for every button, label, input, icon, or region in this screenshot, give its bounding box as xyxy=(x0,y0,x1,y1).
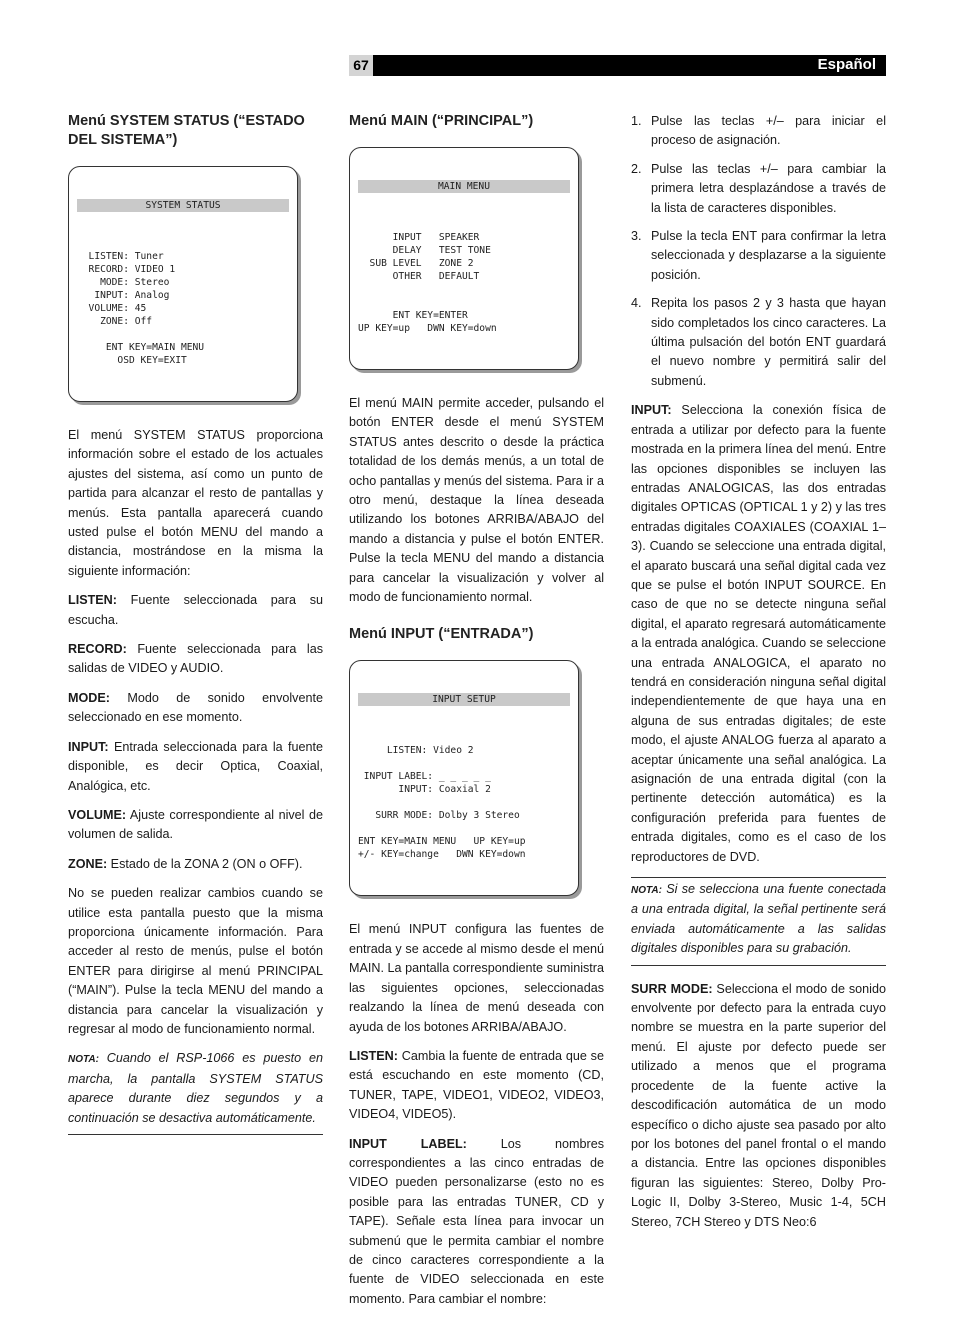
item-surr-mode: SURR MODE: Selecciona el modo de sonido envolvente por defecto para la entrada cuyo nombre se muestra en la parte superior del menú. El ajuste por defecto puede ser utilizado a menos que el programa procedente de la fuente active la descodificación automática de un modo específico o dicho ajuste sea pasado por alto por los botones del panel frontal o el mando a distancia. Entre las opciones disponibles figuran las siguientes: Stereo, Dolby Pro-Logic II, Dolby 3-Stereo, Music 1-4, 5CH Stereo, 7CH Stereo y DTS Neo:6 xyxy=(631,981,886,1229)
screen-lines: INPUT SPEAKER DELAY TEST TONE SUB LEVEL ZONE 2 OTHER DEFAULT ENT KEY=ENTER UP KEY=up DWN KEY=down xyxy=(358,232,497,334)
input-setup-screen xyxy=(349,660,579,896)
column-1 xyxy=(68,112,323,1149)
item-mode: MODE: Modo de sonido envolvente seleccionado en ese momento. xyxy=(68,690,323,725)
rename-steps xyxy=(631,112,886,391)
step-3: 3. Pulse la tecla ENT para confirmar la letra seleccionada y desplazarse a la siguiente posición. xyxy=(631,229,886,282)
screen-title: INPUT SETUP xyxy=(358,693,570,706)
screen-lines: LISTEN: Video 2 INPUT LABEL: _ _ _ _ _ INPUT: Coaxial 2 SURR MODE: Dolby 3 Stereo ENT KEY=MAIN MENU UP KEY=up +/- KEY=change DWN KEY=down xyxy=(358,745,526,861)
screen-lines: LISTEN: Tuner RECORD: VIDEO 1 MODE: Stereo INPUT: Analog VOLUME: 45 ZONE: Off ENT KEY=MAIN MENU OSD KEY=EXIT xyxy=(88,251,205,366)
input-menu-heading: Menú INPUT (“ENTRADA”) xyxy=(349,626,534,643)
page-header-bar xyxy=(349,55,886,76)
item-listen: LISTEN: Fuente seleccionada para su escucha. xyxy=(68,593,323,627)
note-system-status: NOTA: Cuando el RSP-1066 es puesto en marcha, la pantalla SYSTEM STATUS aparece durante diez segundos y a continuación se desactiva automáticamente. xyxy=(68,1049,323,1135)
main-menu-heading: Menú MAIN (“PRINCIPAL”) xyxy=(349,113,534,129)
column-2 xyxy=(349,112,604,1319)
column-3 xyxy=(631,112,886,1242)
item-listen-input: LISTEN: Cambia la fuente de entrada que se está escuchando en este momento (CD, TUNER, TAPE, VIDEO1, VIDEO2, VIDEO3, VIDEO4, VIDEO5). xyxy=(349,1048,604,1122)
note-digital-input: NOTA: Si se selecciona una fuente conectada a una entrada digital, la señal pertinente será enviada automáticamente a las salidas digitales disponibles para su grabación. xyxy=(631,877,886,966)
step-4: 4. Repita los pasos 2 y 3 hasta que hayan sido completados los cinco caracteres. La última pulsación del botón ENT guardará el nuevo nombre y permitirá salir del submenú. xyxy=(631,296,886,388)
screen-title: MAIN MENU xyxy=(358,180,570,193)
main-menu-intro: El menú MAIN permite acceder, pulsando el botón ENTER desde el menú SYSTEM STATUS antes descrito o desde la práctica totalidad de los demás menús, a un total de ocho pantallas y menús del sistema. Para ir a otro menú, destaque la línea deseada utilizando los botones ARRIBA/ABAJO del mando a distancia y pulse el botón ENTER. Pulse la tecla MENU del mando a distancia para cancelar la visualización y volver al modo de funcionamiento normal. xyxy=(349,396,604,605)
step-2: 2. Pulse las teclas +/– para cambiar la primera letra desplazándose a través de la lista de caracteres disponibles. xyxy=(631,161,886,215)
system-status-heading: Menú SYSTEM STATUS (“ESTADO DEL SISTEMA”) xyxy=(68,113,305,148)
item-input-connection: INPUT: Selecciona la conexión física de entrada a utilizar por defecto para la fuente mostrada en la primera línea del menú. Entre las opciones disponibles se incluyen las entradas ANALOGICAS, las dos entradas digitales OPTICAS (OPTICAL 1 y 2) y las tres entradas digitales COAXIALES (COAXIAL 1–3). Cuando se seleccione una entrada digital, el aparato buscará una señal digital cada vez que se pulse el botón INPUT SOURCE. En caso de que no se detecte ninguna señal digital, el aparato regresará automáticamente a la entrada analógica. Cuando se seleccione una entrada ANALOGICA, el aparato no tendrá en consideración ninguna señal digital independientemente de que haya una en alguna de sus entradas digitales; de este modo, el ajuste ANALOG fuerza al aparato a aceptar únicamente una señal analógica. La asignación de una entrada digital (con la pertinente detección automática) es la configuración preferida para fuentes de entrada digitales, como es el caso de los reproductores de DVD. xyxy=(631,403,886,864)
screen-title: SYSTEM STATUS xyxy=(77,199,289,212)
input-menu-intro: El menú INPUT configura las fuentes de entrada y se accede al mismo desde el menú MAIN. La pantalla correspondiente suministra las siguientes opciones, seleccionadas realzando la línea de menú deseada con ayuda de los botones ARRIBA/ABAJO. xyxy=(349,922,604,1034)
page-number: 67 xyxy=(349,55,373,76)
step-1: 1. Pulse las teclas +/– para iniciar el proceso de asignación. xyxy=(631,114,886,148)
item-record: RECORD: Fuente seleccionada para las salidas de VIDEO y AUDIO. xyxy=(68,642,323,676)
main-menu-screen xyxy=(349,147,579,370)
language-label: Español xyxy=(817,56,876,73)
system-status-intro: El menú SYSTEM STATUS proporciona información sobre el estado de los actuales ajustes del sistema, así como un punto de partida para alcanzar el resto de pantallas y menús. Esta pantalla aparecerá cuando usted pulse el botón MENU del mando a distancia, mostrándose en la misma la siguiente información: xyxy=(68,428,323,578)
item-volume: VOLUME: Ajuste correspondiente al nivel de volumen de salida. xyxy=(68,807,323,842)
system-status-screen xyxy=(68,166,298,402)
item-input: INPUT: Entrada seleccionada para la fuente disponible, es decir Optica, Coaxial, Analógica, etc. xyxy=(68,739,323,793)
item-input-label: INPUT LABEL: Los nombres correspondientes a las cinco entradas de VIDEO pueden personalizarse (esto no es posible para las entradas TUNER, CD y TAPE). Señale esta línea para invocar un submenú que le permita cambiar el nombre de cinco caracteres correspondiente a la fuente de VIDEO seleccionada en este momento. Para cambiar el nombre: xyxy=(349,1136,604,1306)
item-zone: ZONE: Estado de la ZONA 2 (ON o OFF). xyxy=(68,856,303,871)
system-status-closing: No se pueden realizar cambios cuando se utilice esta pantalla puesto que la misma proporciona únicamente información. Para acceder al resto de menús, pulse el botón ENTER para dirigirse al menú PRINCIPAL (“MAIN”). Pulse la tecla MENU del mando a distancia para cancelar la visualización y regresar al modo de funcionamiento normal. xyxy=(68,886,323,1036)
